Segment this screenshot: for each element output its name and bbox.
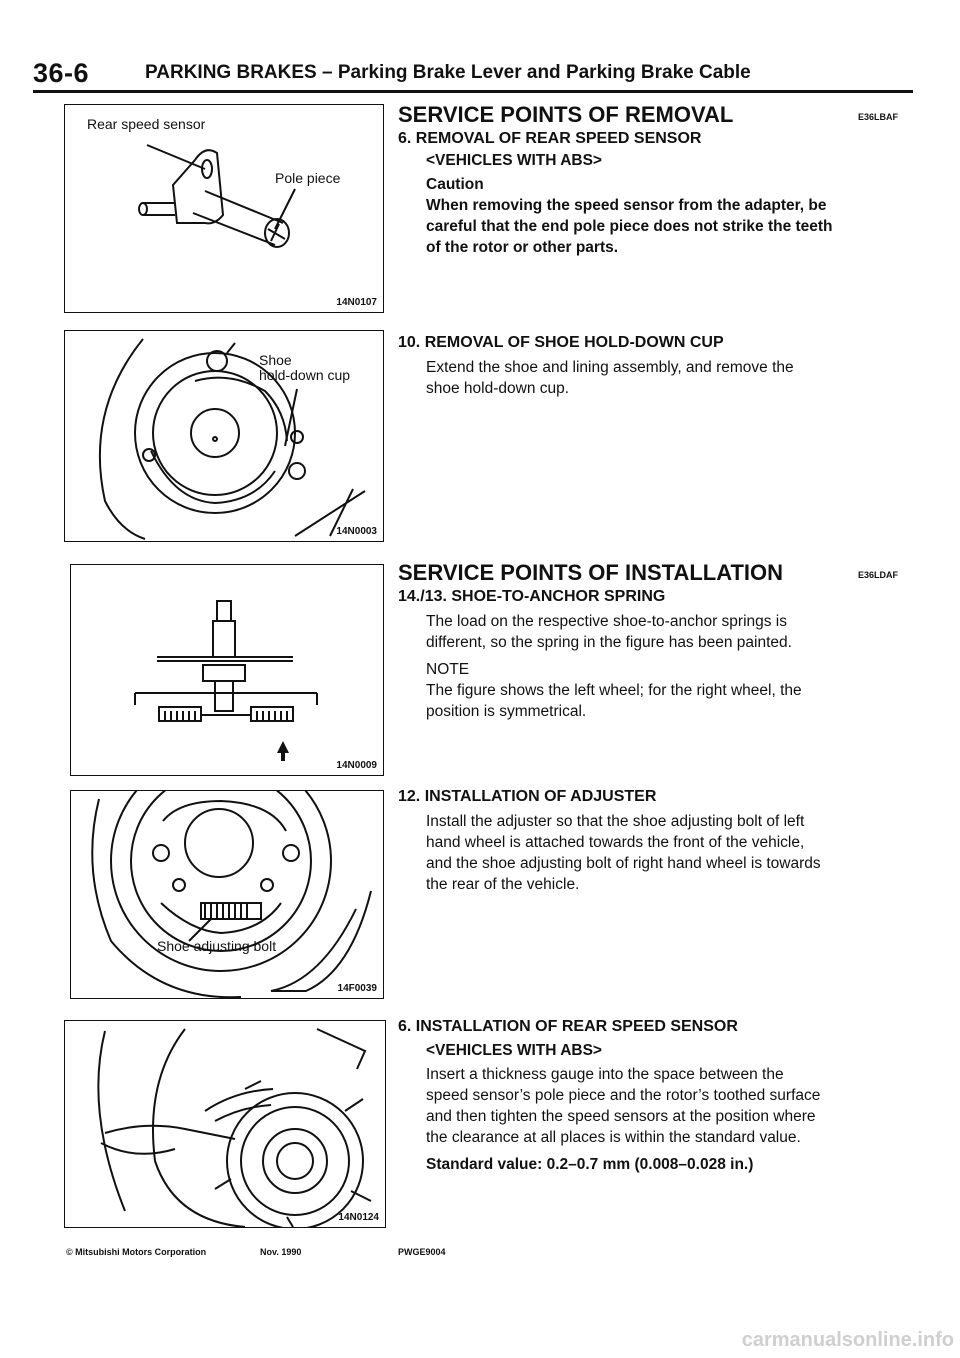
label-shoe-adjusting-bolt: Shoe adjusting bolt [157,938,277,954]
item-heading-shoe-to-anchor-spring: 14./13. SHOE-TO-ANCHOR SPRING [398,588,666,605]
adjuster-bolt-drawing [71,791,383,998]
label-pole-piece: Pole piece [275,170,341,186]
figure-shoe-hold-down-cup [64,330,384,542]
label-shoe-hold-down-cup: Shoe hold-down cup [259,352,351,383]
figure-code: 14N0009 [336,760,377,771]
item-body: Install the adjuster so that the shoe adjusting bolt of left hand wheel is attached towards the front of the vehicle, and the shoe adjusting bolt of right hand wheel is towards the rear of the vehicle. [426,813,821,893]
speed-sensor-drawing [65,105,383,312]
figure-code: 14N0124 [338,1212,379,1223]
note-text: The figure shows the left wheel; for the right wheel, the position is symmetrical. [426,682,802,720]
footer-copyright: © Mitsubishi Motors Corporation [66,1247,207,1257]
item-subheading: <VEHICLES WITH ABS> [426,152,602,169]
hub-and-gauge-drawing [65,1021,385,1227]
figure-shoe-to-anchor-spring [70,564,384,776]
item-body: The load on the respective shoe-to-anchor springs is different, so the spring in the figure has been painted. [426,613,792,651]
page-title: PARKING BRAKES – Parking Brake Lever and Parking Brake Cable [145,62,751,83]
label-rear-speed-sensor: Rear speed sensor [87,116,206,132]
footer-date: Nov. 1990 [260,1247,302,1257]
item-body: Insert a thickness gauge into the space between the speed sensor’s pole piece and the rotor’s toothed surface and then tighten the speed sensors at the position where the clearance at all places is within the standard value. [426,1066,821,1146]
section-code-removal: E36LBAF [858,112,899,122]
footer-code: PWGE9004 [398,1247,446,1257]
figure-thickness-gauge [64,1020,386,1228]
item-heading-installation-adjuster: 12. INSTALLATION OF ADJUSTER [398,788,657,805]
item-heading-removal-speed-sensor: 6. REMOVAL OF REAR SPEED SENSOR [398,130,702,147]
section-title-installation: SERVICE POINTS OF INSTALLATION [398,560,784,585]
figure-code: 14F0039 [337,983,377,994]
item-heading-installation-speed-sensor: 6. INSTALLATION OF REAR SPEED SENSOR [398,1018,738,1035]
item-heading-removal-hold-down-cup: 10. REMOVAL OF SHOE HOLD-DOWN CUP [398,334,724,351]
watermark: carmanualsonline.info [741,1329,954,1351]
caution-label: Caution [426,176,484,193]
header-rule [33,90,913,93]
adjuster-section-drawing [71,565,383,775]
section-title-removal: SERVICE POINTS OF REMOVAL [398,102,734,127]
figure-rear-speed-sensor [64,104,384,313]
standard-value: Standard value: 0.2–0.7 mm (0.008–0.028 in.) [426,1156,754,1173]
section-code-installation: E36LDAF [858,570,899,580]
item-body: Extend the shoe and lining assembly, and remove the shoe hold-down cup. [426,359,794,397]
figure-shoe-adjusting-bolt [70,790,384,999]
figure-code: 14N0107 [336,297,377,308]
item-subheading: <VEHICLES WITH ABS> [426,1042,602,1059]
arrow-up-icon [277,741,289,761]
page-number: 36-6 [33,58,90,88]
note-label: NOTE [426,661,470,678]
caution-text: When removing the speed sensor from the adapter, be careful that the end pole piece does not strike the teeth of the rotor or other parts. [426,197,833,256]
figure-code: 14N0003 [336,526,377,537]
